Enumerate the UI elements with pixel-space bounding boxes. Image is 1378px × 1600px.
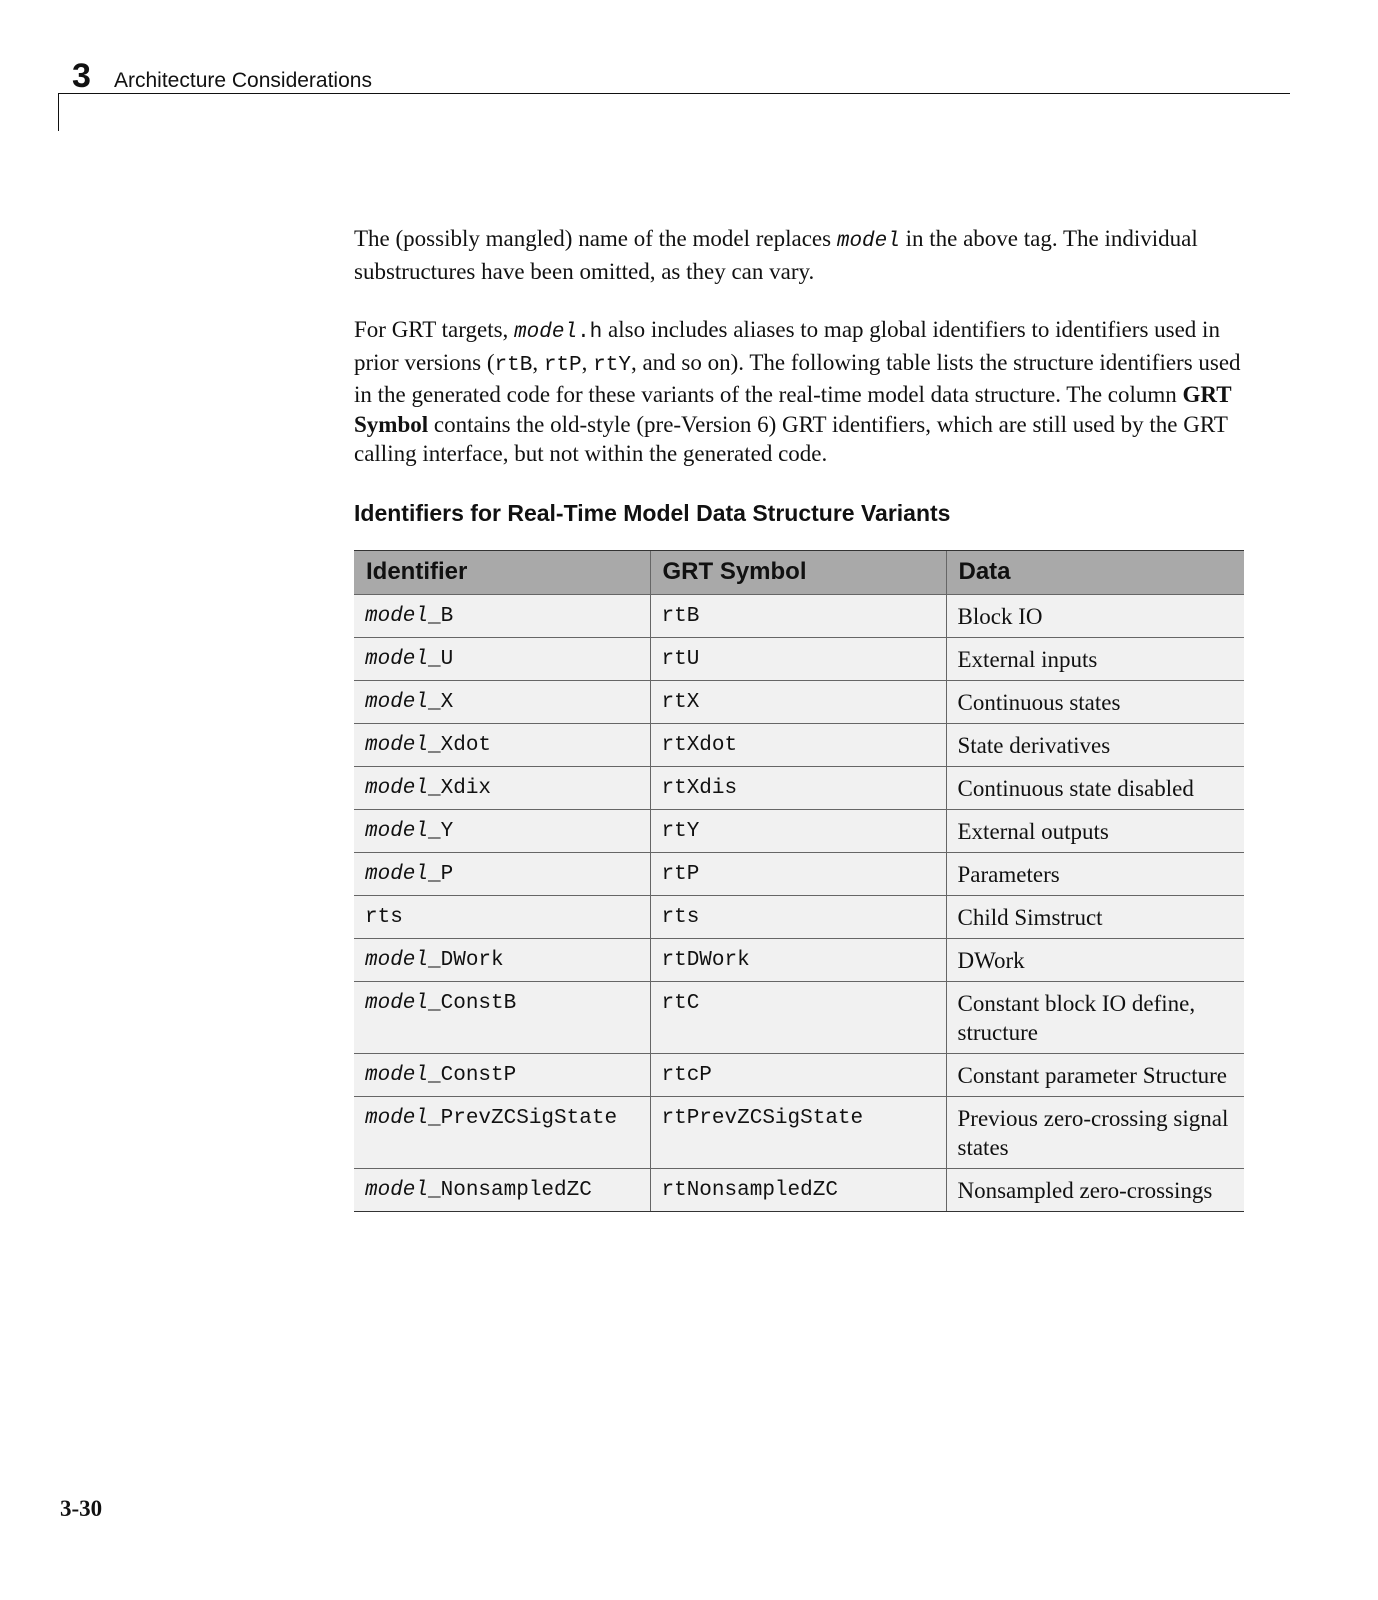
table-row [354, 1096, 1244, 1168]
cell-identifier [354, 1053, 650, 1096]
identifier-prefix: model [365, 1106, 429, 1130]
code-model-h-ext: .h [577, 321, 603, 344]
identifiers-table [354, 550, 1244, 1212]
header-identifier: Identifier [354, 550, 650, 594]
chapter-title: Architecture Considerations [114, 69, 372, 92]
code-model-h-italic: model [514, 321, 578, 344]
cell-grt-symbol: rtB [650, 594, 946, 637]
cell-grt-symbol: rtU [650, 637, 946, 680]
cell-grt-symbol: rtY [650, 809, 946, 852]
identifier-suffix: _B [428, 604, 454, 628]
cell-identifier [354, 766, 650, 809]
table-header-row [354, 550, 1244, 594]
bold-grt-symbol: GRT Symbol [354, 382, 1232, 437]
cell-grt-symbol: rts [650, 895, 946, 938]
identifier-prefix: model [365, 1178, 429, 1202]
table-row [354, 809, 1244, 852]
cell-data: Constant block IO define, structure [946, 981, 1244, 1053]
code-rtB: rtB [494, 353, 533, 377]
para2-text-3: , and so on). The following table lists the structure identifiers used in the generated code for these variants of the real-time model data structure. The column [354, 349, 1241, 407]
table-row [354, 637, 1244, 680]
paragraph-model-name [354, 224, 1244, 286]
header-rule-vertical [58, 93, 59, 131]
para2-text-1: For GRT targets, [354, 317, 515, 342]
cell-data: Child Simstruct [946, 895, 1244, 938]
cell-identifier [354, 981, 650, 1053]
identifier-prefix: model [365, 647, 429, 671]
para1-text-2: in the above tag. The individual substructures have been omitted, as they can vary. [354, 226, 1198, 284]
chapter-number: 3 [72, 57, 91, 95]
main-content [354, 224, 1244, 1212]
cell-data: DWork [946, 938, 1244, 981]
table-row [354, 981, 1244, 1053]
cell-identifier [354, 637, 650, 680]
para1-text-1: The (possibly mangled) name of the model replaces [354, 226, 837, 251]
page-header [58, 56, 1290, 136]
identifier-suffix: _Xdot [428, 733, 492, 757]
code-model: model [836, 230, 900, 253]
header-grt-symbol: GRT Symbol [650, 550, 946, 594]
identifier-suffix: _Xdix [428, 776, 492, 800]
identifier-suffix: _U [428, 647, 454, 671]
cell-data: Constant parameter Structure [946, 1053, 1244, 1096]
table-row [354, 1053, 1244, 1096]
table-row [354, 594, 1244, 637]
cell-data: Continuous state disabled [946, 766, 1244, 809]
cell-identifier [354, 809, 650, 852]
cell-grt-symbol: rtcP [650, 1053, 946, 1096]
table-row [354, 852, 1244, 895]
identifier-prefix: model [365, 733, 429, 757]
table-title: Identifiers for Real-Time Model Data Structure Variants [354, 499, 951, 526]
cell-data: External inputs [946, 637, 1244, 680]
para2-text-2: also includes aliases to map global identifiers to identifiers used in prior versions ( [354, 317, 1220, 375]
cell-identifier [354, 1168, 650, 1211]
header-rule [58, 93, 1290, 94]
identifier-prefix: model [365, 948, 429, 972]
identifier-prefix: model [365, 1063, 429, 1087]
identifier-suffix: _PrevZCSigState [428, 1106, 618, 1130]
identifier-prefix: model [365, 991, 429, 1015]
cell-data: External outputs [946, 809, 1244, 852]
cell-grt-symbol: rtX [650, 680, 946, 723]
para2-text-4: contains the old-style (pre-Version 6) GRT identifiers, which are still used by the GRT calling interface, but not within the generated code. [354, 411, 1228, 466]
identifier-suffix: _X [428, 690, 454, 714]
table-row [354, 895, 1244, 938]
cell-data: State derivatives [946, 723, 1244, 766]
identifier-prefix: model [365, 819, 429, 843]
table-row [354, 938, 1244, 981]
cell-data: Parameters [946, 852, 1244, 895]
cell-grt-symbol: rtXdis [650, 766, 946, 809]
table-row [354, 766, 1244, 809]
table-row [354, 1168, 1244, 1211]
cell-identifier [354, 680, 650, 723]
cell-grt-symbol: rtNonsampledZC [650, 1168, 946, 1211]
table-row [354, 680, 1244, 723]
identifier-prefix: model [365, 604, 429, 628]
cell-data: Block IO [946, 594, 1244, 637]
cell-identifier [354, 895, 650, 938]
identifier-suffix: _P [428, 862, 454, 886]
code-rtY: rtY [593, 353, 631, 377]
identifier-prefix: model [365, 690, 429, 714]
cell-identifier [354, 1096, 650, 1168]
cell-grt-symbol: rtDWork [650, 938, 946, 981]
identifier-suffix: _NonsampledZC [428, 1178, 592, 1202]
cell-data: Continuous states [946, 680, 1244, 723]
cell-data: Nonsampled zero-crossings [946, 1168, 1244, 1211]
table-row [354, 723, 1244, 766]
code-rtP: rtP [543, 353, 582, 377]
header-data: Data [946, 550, 1244, 594]
cell-grt-symbol: rtP [650, 852, 946, 895]
identifier-suffix: _Y [428, 819, 454, 843]
identifier-suffix: _ConstP [428, 1063, 517, 1087]
para2-sep-1: , [532, 349, 544, 375]
identifier-prefix: model [365, 862, 429, 886]
cell-identifier [354, 938, 650, 981]
cell-grt-symbol: rtXdot [650, 723, 946, 766]
cell-grt-symbol: rtC [650, 981, 946, 1053]
cell-identifier [354, 852, 650, 895]
identifier-suffix: _ConstB [428, 991, 517, 1015]
page-number: 3-30 [60, 1496, 103, 1521]
para2-sep-2: , [581, 349, 594, 375]
cell-grt-symbol: rtPrevZCSigState [650, 1096, 946, 1168]
identifier-prefix: model [365, 776, 429, 800]
identifier-suffix: _DWork [428, 948, 504, 972]
cell-data: Previous zero-crossing signal states [946, 1096, 1244, 1168]
cell-identifier [354, 594, 650, 637]
cell-identifier [354, 723, 650, 766]
paragraph-grt-targets [354, 315, 1244, 469]
identifier-suffix: rts [365, 905, 403, 929]
